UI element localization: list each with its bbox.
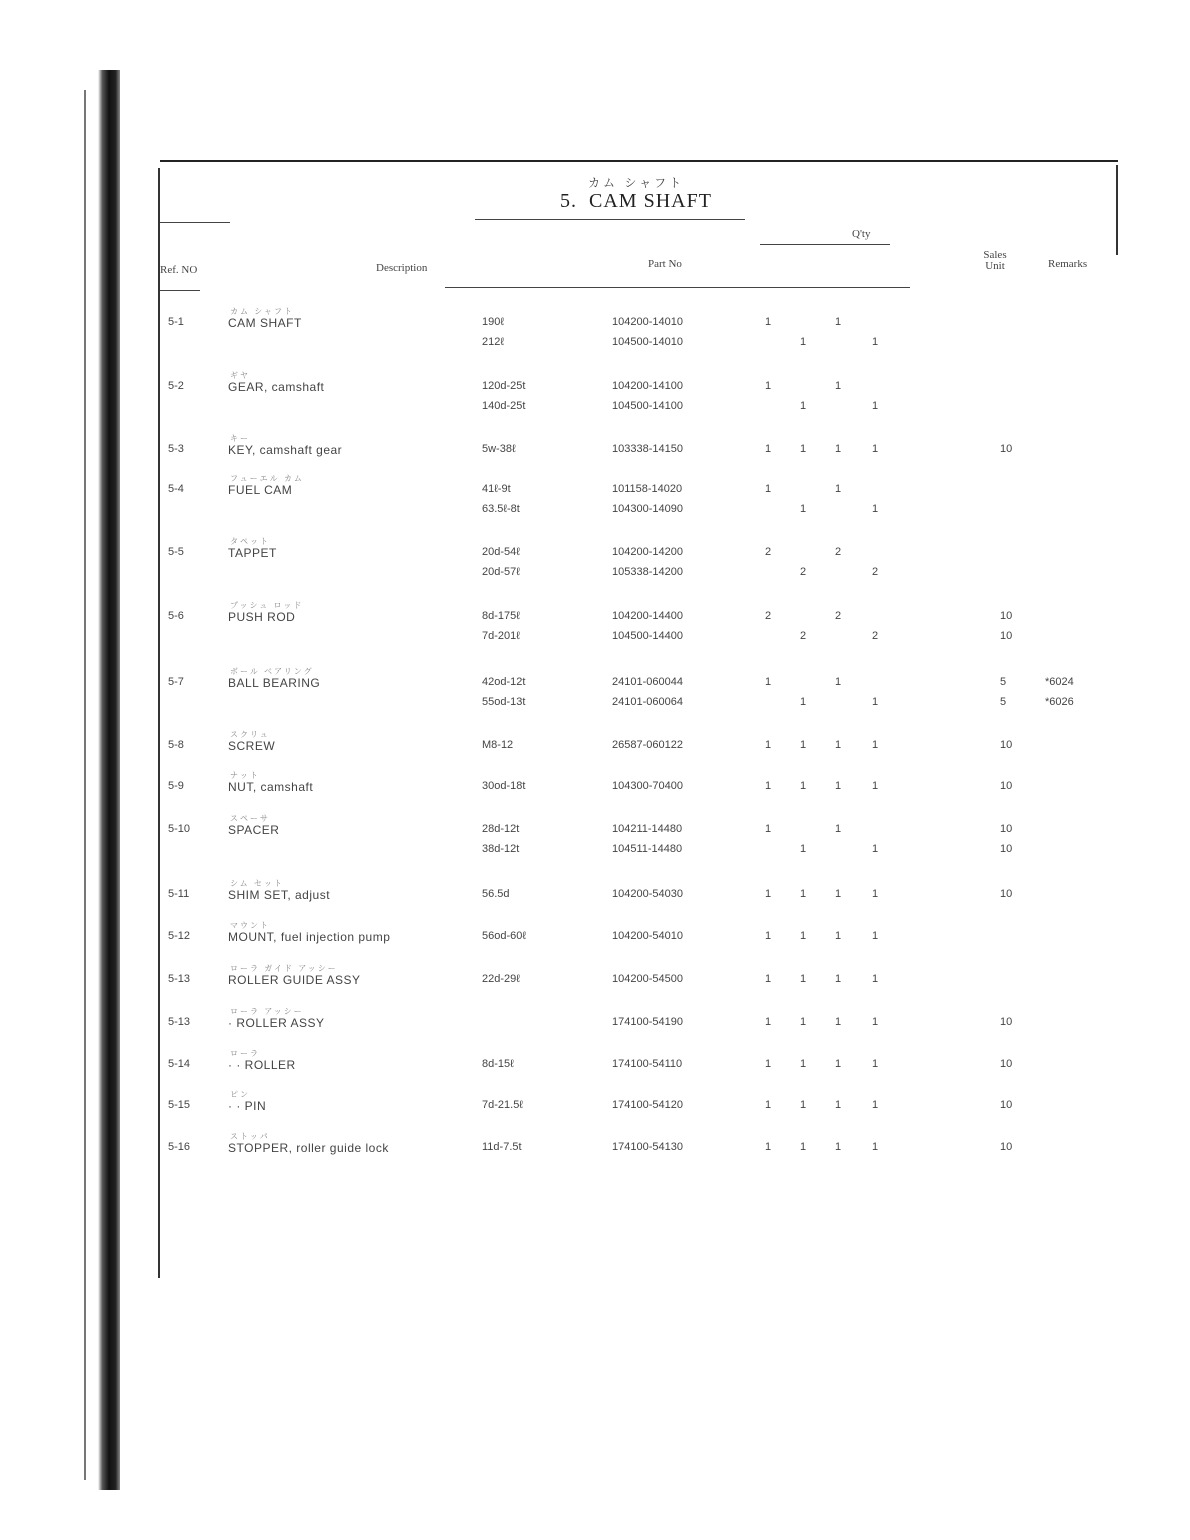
sales-unit: 10: [1000, 739, 1013, 751]
qty-cell: 2: [800, 630, 807, 642]
specification: 41ℓ-9t: [482, 483, 511, 495]
description: SPACER: [228, 823, 280, 837]
specification: 56od-60ℓ: [482, 930, 526, 942]
sales-unit: 10: [1000, 630, 1013, 642]
qty-cell: 1: [800, 973, 807, 985]
table-row: [0, 1099, 1190, 1119]
qty-cell: 1: [835, 676, 842, 688]
qty-cell: 1: [872, 443, 879, 455]
specification: 212ℓ: [482, 336, 504, 348]
table-row: [0, 696, 1190, 716]
qty-cell: 2: [835, 546, 842, 558]
sales-unit: 5: [1000, 696, 1007, 708]
qty-cell: 1: [835, 1016, 842, 1028]
qty-cell: 1: [835, 739, 842, 751]
description: GEAR, camshaft: [228, 380, 325, 394]
sales-unit: 10: [1000, 780, 1013, 792]
part-no: 104211-14480: [612, 823, 683, 835]
part-no: 104500-14400: [612, 630, 683, 642]
item-japanese-name: スクリュ: [230, 730, 270, 739]
qty-cell: 1: [765, 780, 772, 792]
qty-cell: 1: [872, 1141, 879, 1153]
part-no: 104200-54030: [612, 888, 683, 900]
ref-no: 5-16: [168, 1141, 191, 1153]
remarks: *6024: [1045, 676, 1074, 688]
qty-cell: 1: [765, 1016, 772, 1028]
description: KEY, camshaft gear: [228, 443, 343, 457]
header-description: Description: [376, 262, 428, 274]
part-no: 104200-54010: [612, 930, 683, 942]
table-row: [0, 630, 1190, 650]
sales-unit: 10: [1000, 823, 1013, 835]
qty-cell: 1: [765, 1099, 772, 1111]
qty-cell: 1: [765, 823, 772, 835]
ref-no: 5-15: [168, 1099, 191, 1111]
header-ref-no: Ref. NO: [160, 264, 198, 276]
description: SHIM SET, adjust: [228, 888, 331, 902]
part-no: 104511-14480: [612, 843, 683, 855]
part-no: 105338-14200: [612, 566, 683, 578]
part-no: 24101-060064: [612, 696, 683, 708]
header-part-no: Part No: [648, 258, 682, 270]
part-no: 104200-14100: [612, 380, 683, 392]
table-row: [0, 336, 1190, 356]
title-japanese: カム シャフト: [588, 176, 685, 190]
specification: 56.5d: [482, 888, 510, 900]
specification: 20d-57ℓ: [482, 566, 520, 578]
qty-cell: 1: [765, 739, 772, 751]
title-underline: [475, 219, 745, 220]
specification: 120d-25t: [482, 380, 526, 392]
description: BALL BEARING: [228, 676, 321, 690]
description: PUSH ROD: [228, 610, 296, 624]
item-japanese-name: マウント: [230, 921, 270, 930]
sales-unit: 10: [1000, 1058, 1013, 1070]
part-no: 174100-54120: [612, 1099, 683, 1111]
item-japanese-name: ギヤ: [230, 371, 250, 380]
part-no: 101158-14020: [612, 483, 683, 495]
qty-cell: 1: [800, 400, 807, 412]
table-row: [0, 780, 1190, 800]
specification: 42od-12t: [482, 676, 526, 688]
item-japanese-name: カム シャフト: [230, 307, 295, 316]
table-row: [0, 610, 1190, 630]
qty-cell: 1: [872, 400, 879, 412]
item-japanese-name: シム セット: [230, 879, 284, 888]
table-row: [0, 400, 1190, 420]
item-japanese-name: キー: [230, 434, 250, 443]
part-no: 24101-060044: [612, 676, 683, 688]
description: SCREW: [228, 739, 276, 753]
section-number: 5.: [560, 190, 577, 212]
qty-cell: 1: [800, 443, 807, 455]
table-row: [0, 483, 1190, 503]
description: TAPPET: [228, 546, 277, 560]
qty-cell: 1: [835, 823, 842, 835]
qty-cell: 1: [765, 483, 772, 495]
item-japanese-name: ピン: [230, 1090, 250, 1099]
qty-cell: 1: [800, 1141, 807, 1153]
ref-no: 5-8: [168, 739, 184, 751]
specification: M8-12: [482, 739, 514, 751]
specification: 38d-12t: [482, 843, 520, 855]
specification: 20d-54ℓ: [482, 546, 520, 558]
qty-cell: 1: [872, 973, 879, 985]
specification: 11d-7.5t: [482, 1141, 522, 1153]
part-no: 26587-060122: [612, 739, 683, 751]
specification: 140d-25t: [482, 400, 526, 412]
qty-cell: 1: [835, 316, 842, 328]
part-no: 104500-14100: [612, 400, 683, 412]
ref-no: 5-6: [168, 610, 184, 622]
qty-cell: 1: [835, 973, 842, 985]
qty-cell: 1: [765, 930, 772, 942]
ref-no: 5-7: [168, 676, 184, 688]
specification: 22d-29ℓ: [482, 973, 520, 985]
qty-cell: 1: [835, 380, 842, 392]
part-no: 104200-14010: [612, 316, 683, 328]
description: · · ROLLER: [228, 1058, 296, 1072]
description: · ROLLER ASSY: [228, 1016, 325, 1030]
qty-cell: 1: [800, 1058, 807, 1070]
part-no: 104300-14090: [612, 503, 683, 515]
qty-cell: 1: [872, 1016, 879, 1028]
ref-no: 5-14: [168, 1058, 191, 1070]
ref-no: 5-4: [168, 483, 184, 495]
table-row: [0, 973, 1190, 993]
qty-cell: 1: [800, 930, 807, 942]
item-japanese-name: タペット: [230, 537, 270, 546]
description: ROLLER GUIDE ASSY: [228, 973, 361, 987]
qty-cell: 1: [800, 503, 807, 515]
part-no: 174100-54130: [612, 1141, 683, 1153]
header-bottom-rule: [160, 290, 200, 291]
qty-cell: 1: [800, 780, 807, 792]
specification: 5w-38ℓ: [482, 443, 516, 455]
qty-cell: 1: [765, 973, 772, 985]
item-japanese-name: ナット: [230, 771, 260, 780]
part-no: 104200-14400: [612, 610, 683, 622]
specification: 55od-13t: [482, 696, 526, 708]
qty-cell: 1: [800, 336, 807, 348]
table-row: [0, 823, 1190, 843]
qty-cell: 1: [800, 1016, 807, 1028]
qty-cell: 1: [765, 380, 772, 392]
sales-unit: 10: [1000, 1016, 1013, 1028]
specification: 63.5ℓ-8t: [482, 503, 520, 515]
sales-unit: 10: [1000, 1099, 1013, 1111]
qty-cell: 1: [765, 888, 772, 900]
qty-cell: 1: [765, 316, 772, 328]
part-no: 104200-14200: [612, 546, 683, 558]
specification: 190ℓ: [482, 316, 504, 328]
sales-unit: 10: [1000, 610, 1013, 622]
item-japanese-name: ローラ ガイド アッシー: [230, 964, 338, 973]
sales-unit: 5: [1000, 676, 1007, 688]
qty-cell: 1: [835, 930, 842, 942]
qty-cell: 1: [872, 696, 879, 708]
table-row: [0, 930, 1190, 950]
sales-unit: 10: [1000, 888, 1013, 900]
header-sales-unit: Sales Unit: [983, 249, 1007, 272]
description: · · PIN: [228, 1099, 267, 1113]
part-no: 103338-14150: [612, 443, 683, 455]
qty-cell: 1: [835, 1141, 842, 1153]
table-row: [0, 546, 1190, 566]
qty-cell: 1: [872, 930, 879, 942]
frame-top-rule: [160, 160, 1118, 162]
qty-cell: 1: [800, 1099, 807, 1111]
header-remarks: Remarks: [1048, 258, 1088, 270]
qty-cell: 1: [765, 676, 772, 688]
table-row: [0, 1058, 1190, 1078]
qty-cell: 1: [765, 1141, 772, 1153]
ref-no: 5-12: [168, 930, 191, 942]
qty-cell: 2: [872, 630, 879, 642]
item-japanese-name: ストッパ: [230, 1132, 270, 1141]
header-qty: Q'ty: [852, 228, 871, 240]
ref-no: 5-2: [168, 380, 184, 392]
table-row: [0, 888, 1190, 908]
qty-cell: 1: [872, 843, 879, 855]
qty-cell: 1: [872, 503, 879, 515]
qty-cell: 2: [765, 546, 772, 558]
qty-cell: 2: [800, 566, 807, 578]
part-no: 104300-70400: [612, 780, 683, 792]
qty-cell: 1: [872, 780, 879, 792]
ref-no: 5-11: [168, 888, 190, 900]
item-japanese-name: スペーサ: [230, 814, 270, 823]
ref-no: 5-3: [168, 443, 184, 455]
qty-cell: 1: [835, 780, 842, 792]
header-bottom-rule-2: [445, 287, 910, 288]
table-row: [0, 739, 1190, 759]
item-japanese-name: ローラ アッシー: [230, 1007, 304, 1016]
description: STOPPER, roller guide lock: [228, 1141, 389, 1155]
ref-no: 5-13: [168, 973, 191, 985]
qty-cell: 1: [835, 443, 842, 455]
sales-unit: 10: [1000, 843, 1013, 855]
qty-cell: 2: [872, 566, 879, 578]
item-japanese-name: ローラ: [230, 1049, 260, 1058]
sales-unit: 10: [1000, 443, 1013, 455]
table-row: [0, 1016, 1190, 1036]
qty-cell: 1: [800, 739, 807, 751]
section-title: CAM SHAFT: [589, 190, 712, 212]
page-title: [560, 190, 712, 213]
table-row: [0, 1141, 1190, 1161]
specification: 7d-21.5ℓ: [482, 1099, 523, 1111]
table-row: [0, 676, 1190, 696]
qty-cell: 1: [835, 888, 842, 900]
qty-cell: 1: [872, 1058, 879, 1070]
ref-no: 5-13: [168, 1016, 191, 1028]
description: FUEL CAM: [228, 483, 293, 497]
part-no: 104500-14010: [612, 336, 683, 348]
table-row: [0, 316, 1190, 336]
part-no: 174100-54190: [612, 1016, 683, 1028]
description: CAM SHAFT: [228, 316, 302, 330]
qty-cell: 1: [765, 1058, 772, 1070]
qty-cell: 1: [800, 888, 807, 900]
item-japanese-name: プッシュ ロッド: [230, 601, 304, 610]
qty-cell: 1: [872, 888, 879, 900]
qty-cell: 1: [872, 739, 879, 751]
description: MOUNT, fuel injection pump: [228, 930, 391, 944]
table-row: [0, 443, 1190, 463]
ref-no: 5-9: [168, 780, 184, 792]
qty-cell: 1: [835, 1058, 842, 1070]
table-row: [0, 503, 1190, 523]
part-no: 104200-54500: [612, 973, 683, 985]
frame-right-rule: [1116, 165, 1118, 255]
qty-cell: 1: [800, 843, 807, 855]
specification: 28d-12t: [482, 823, 520, 835]
qty-cell: 1: [835, 1099, 842, 1111]
qty-cell: 1: [872, 1099, 879, 1111]
item-japanese-name: フューエル カム: [230, 474, 304, 483]
specification: 8d-15ℓ: [482, 1058, 514, 1070]
part-no: 174100-54110: [612, 1058, 683, 1070]
qty-cell: 2: [765, 610, 772, 622]
ref-no: 5-1: [168, 316, 184, 328]
qty-cell: 2: [835, 610, 842, 622]
description: NUT, camshaft: [228, 780, 314, 794]
specification: 30od-18t: [482, 780, 526, 792]
specification: 7d-201ℓ: [482, 630, 520, 642]
sales-unit: 10: [1000, 1141, 1013, 1153]
item-japanese-name: ボール ベアリング: [230, 667, 314, 676]
qty-cell: 1: [765, 443, 772, 455]
table-row: [0, 566, 1190, 586]
qty-cell: 1: [872, 336, 879, 348]
table-row: [0, 380, 1190, 400]
qty-cell: 1: [835, 483, 842, 495]
qty-header-rule: [760, 244, 890, 245]
header-top-rule: [160, 222, 230, 223]
remarks: *6026: [1045, 696, 1074, 708]
qty-cell: 1: [800, 696, 807, 708]
table-row: [0, 843, 1190, 863]
ref-no: 5-5: [168, 546, 184, 558]
ref-no: 5-10: [168, 823, 191, 835]
specification: 8d-175ℓ: [482, 610, 520, 622]
